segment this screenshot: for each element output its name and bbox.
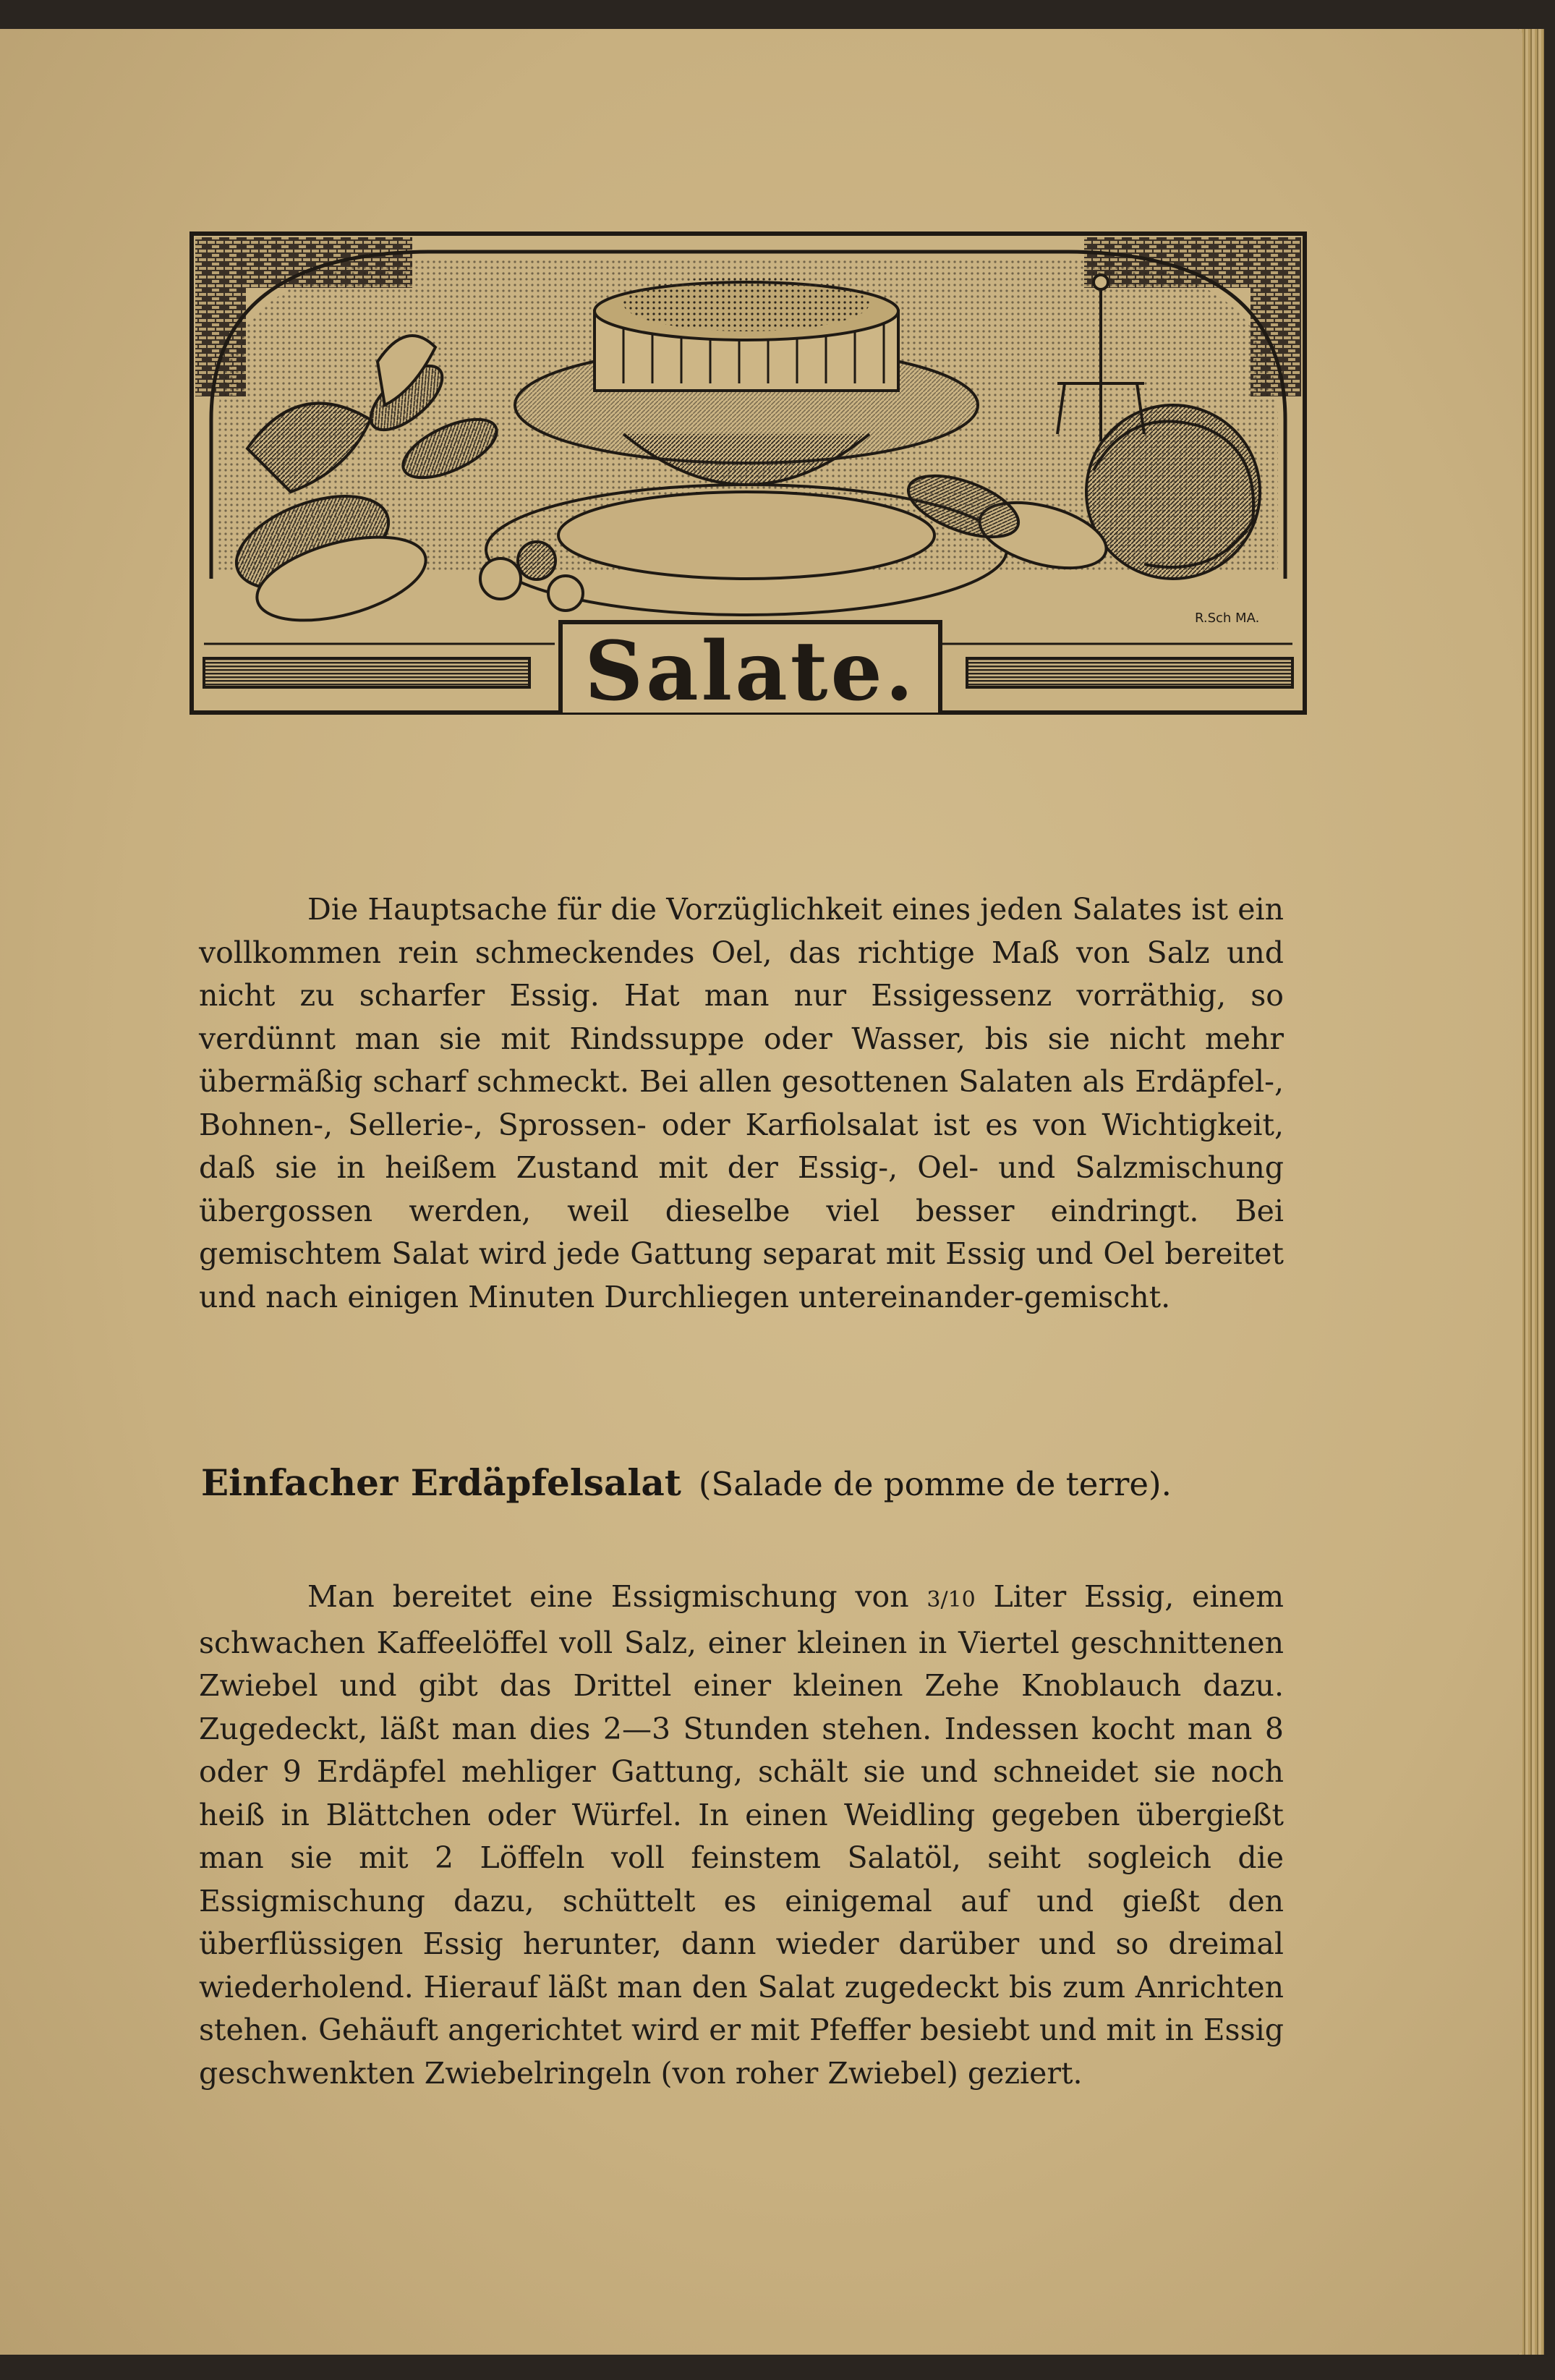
recipe-heading bbox=[201, 1461, 1286, 1504]
chapter-title: Salate. bbox=[584, 624, 916, 719]
recipe-title: Einfacher Erdäpfelsalat bbox=[201, 1461, 681, 1504]
recipe-text-start: Man bereitet eine Essigmischung von bbox=[307, 1579, 909, 1614]
recipe-subtitle: (Salade de pomme de terre). bbox=[698, 1465, 1172, 1503]
recipe-text-rest: Liter Essig, einem schwachen Kaffeelöffel voll Salz, einer kleinen in Viertel geschnittenen Zwiebel und gibt das Drittel einer kleinen Zehe Knoblauch dazu. Zugedeckt, läßt man dies 2—3 Stunden stehen. Indessen kocht man 8 oder 9 Erdäpfel mehliger Gattung, schält sie und schneidet sie noch heiß in Blättchen oder Würfel. In einen Weidling gegeben übergießt man sie mit 2 Löffeln voll feinstem Salatöl, seiht sogleich die Essigmischung dazu, schüttelt es einigemal auf und gießt den überflüssigen Essig herunter, dann wieder darüber und so dreimal wiederholend. Hierauf läßt man den Salat zugedeckt bis zum Anrichten stehen. Gehäuft angerichtet wird er mit Pfeffer besiebt und mit in Essig geschwenkten Zwiebelringeln (von roher Zwiebel) geziert. bbox=[199, 1579, 1284, 2091]
artist-signature: R.Sch MA. bbox=[1195, 611, 1260, 626]
fraction: 3/10 bbox=[926, 1587, 976, 1612]
intro-paragraph: Die Hauptsache für die Vorzüglichkeit eines jeden Salates ist ein vollkommen rein schmeckendes Oel, das richtige Maß von Salz und nicht zu scharfer Essig. Hat man nur Essigessenz vorräthig, so verdünnt man sie mit Rindssuppe oder Wasser, bis sie nicht mehr übermäßig scharf schmeckt. Bei allen gesottenen Salaten als Erdäpfel-, Bohnen-, Sellerie-, Sprossen- oder Karfiolsalat ist es von Wichtigkeit, daß sie in heißem Zustand mit der Essig-, Oel- und Salzmischung übergossen werden, weil dieselbe viel besser eindringt. Bei gemischtem Salat wird jede Gattung separat mit Essig und Oel bereitet und nach einigen Minuten Durchliegen untereinander-gemischt. bbox=[199, 892, 1284, 1314]
recipe-paragraph bbox=[199, 1576, 1284, 2095]
